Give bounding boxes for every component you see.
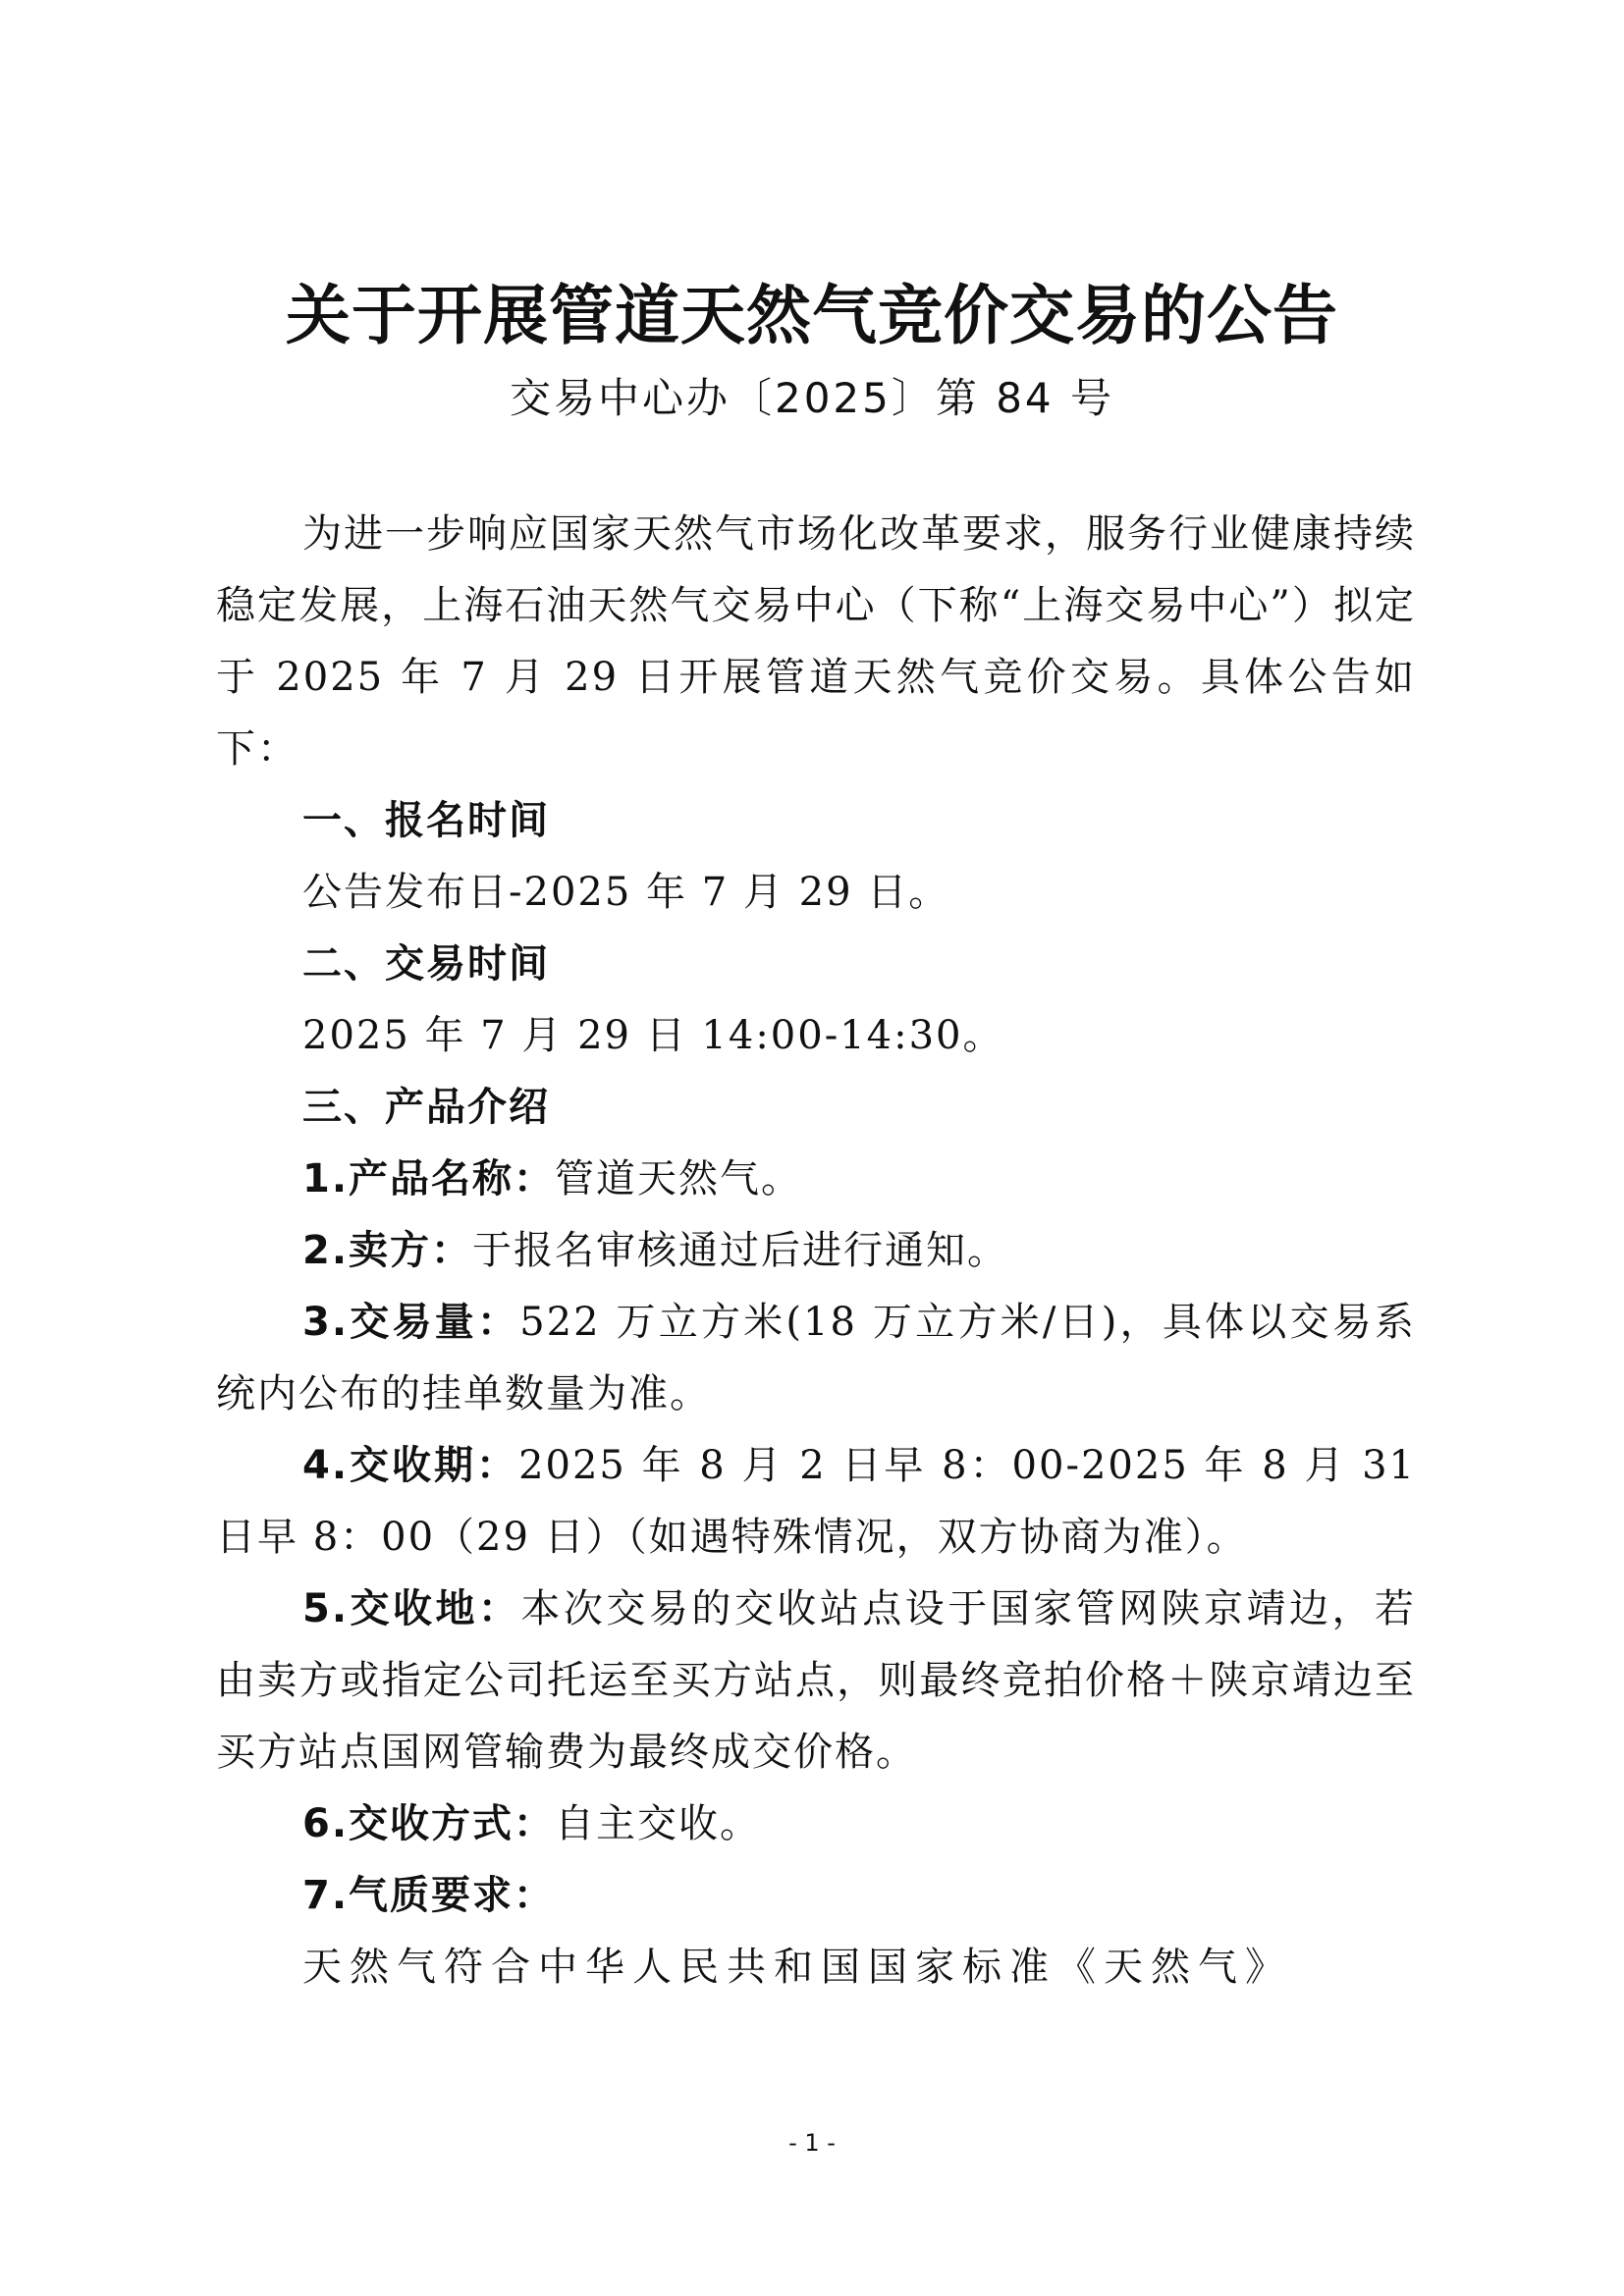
item-text: 522 万立方米(18 万立方米/日)，具体以交易系统内公布的挂单数量为准。: [216, 1300, 1416, 1416]
trading-time: 2025 年 7 月 29 日 14:00-14:30。: [302, 1013, 1004, 1058]
product-item: [216, 1215, 1416, 1287]
section-heading-product: 三、产品介绍: [302, 1085, 550, 1130]
item-label: 5.交收地：: [302, 1586, 521, 1631]
registration-time: 公告发布日-2025 年 7 月 29 日。: [302, 870, 950, 915]
item-text: 管道天然气。: [555, 1156, 803, 1201]
item-label: 2.卖方：: [302, 1228, 473, 1273]
product-item: [216, 1287, 1416, 1430]
product-item: [216, 1789, 1416, 1860]
item-label: 6.交收方式：: [302, 1801, 556, 1846]
section-heading-trading: 二、交易时间: [302, 941, 550, 987]
item-text: 自主交收。: [555, 1801, 762, 1846]
intro-paragraph: 为进一步响应国家天然气市场化改革要求，服务行业健康持续稳定发展，上海石油天然气交易中心（下称“上海交易中心”）拟定于 2025 年 7 月 29 日开展管道天然气竞价交易。具体公告如下：: [216, 511, 1416, 772]
document-title: 关于开展管道天然气竞价交易的公告: [286, 278, 1338, 353]
item-text: 2025 年 8 月 2 日早 8：00-2025 年 8 月 31 日早 8：00（29 日）（如遇特殊情况，双方协商为准）。: [216, 1443, 1416, 1560]
product-item: [216, 1860, 1416, 1932]
item-label: 3.交易量：: [302, 1300, 520, 1345]
section-heading-registration: 一、报名时间: [302, 798, 550, 843]
product-item: [216, 1430, 1416, 1574]
item-text: 本次交易的交收站点设于国家管网陕京靖边，若由卖方或指定公司托运至买方站点，则最终竞拍价格＋陕京靖边至买方站点国网管输费为最终成交价格。: [216, 1586, 1416, 1775]
document-number: 交易中心办〔2025〕第 84 号: [509, 374, 1115, 422]
quality-standard-text: 天然气符合中华人民共和国国家标准《天然气》: [302, 1945, 1292, 1990]
document-body: [216, 499, 1416, 2003]
item-label: 4.交收期：: [302, 1443, 519, 1488]
item-label: 1.产品名称：: [302, 1156, 556, 1201]
item-text: 于报名审核通过后进行通知。: [472, 1228, 1009, 1273]
product-item: [216, 1574, 1416, 1789]
item-label: 7.气质要求：: [302, 1873, 556, 1918]
product-item: [216, 1144, 1416, 1215]
page-number: - 1 -: [788, 2129, 836, 2157]
